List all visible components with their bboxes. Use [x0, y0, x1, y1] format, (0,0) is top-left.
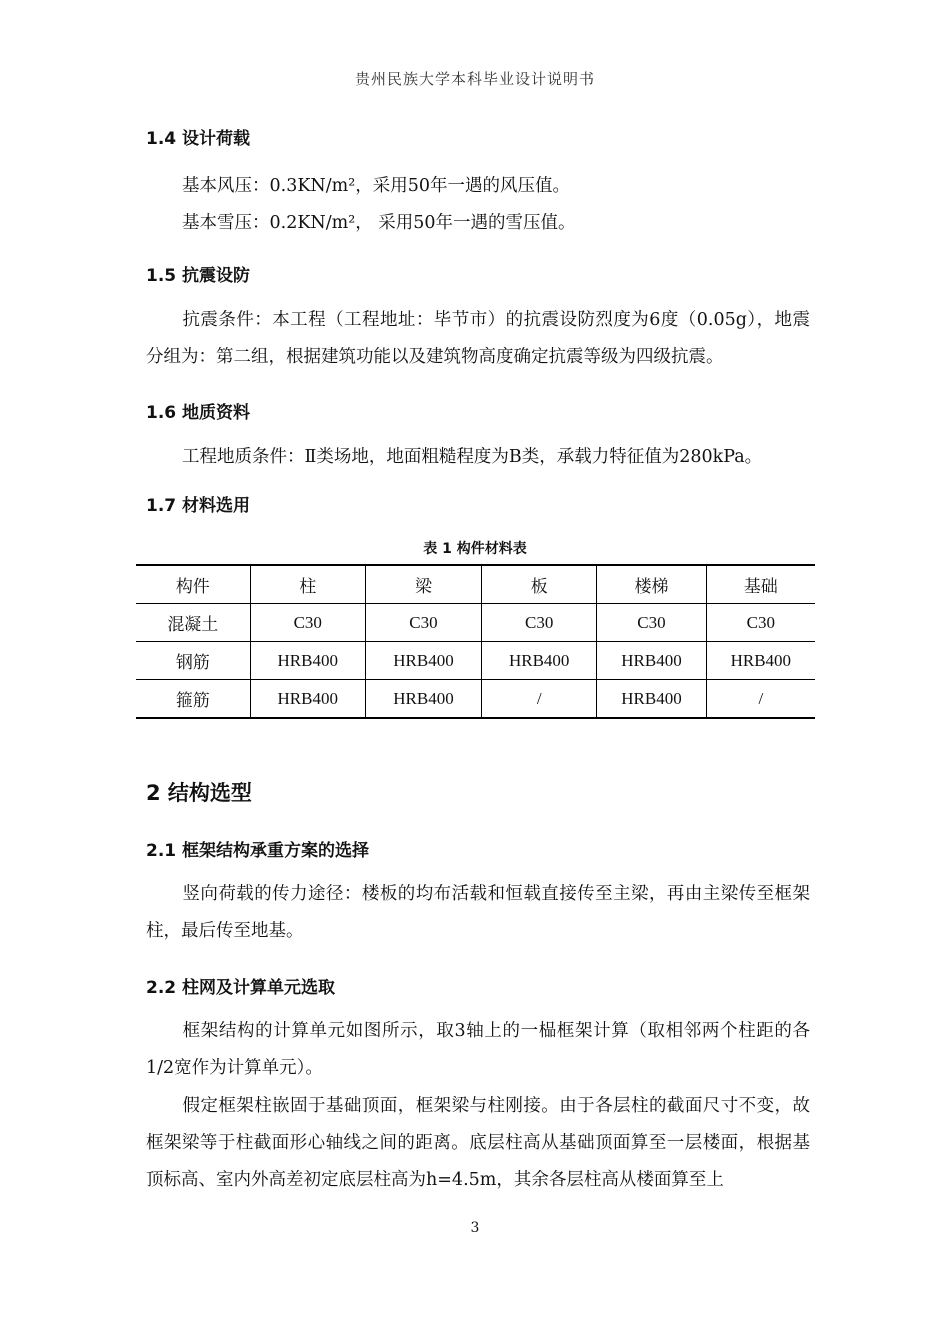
page-header: 贵州民族大学本科毕业设计说明书 — [354, 70, 595, 88]
table-cell: HRB400 — [365, 680, 481, 719]
section-2-2-heading: 2.2 柱网及计算单元选取 — [146, 978, 336, 998]
table-cell: HRB400 — [365, 642, 481, 680]
section-2-1-heading: 2.1 框架结构承重方案的选择 — [146, 841, 370, 861]
table-cell: HRB400 — [250, 680, 365, 719]
table-caption: 表 1 构件材料表 — [423, 541, 527, 557]
calc-unit-paragraph: 框架结构的计算单元如图所示，取3轴上的一榀框架计算（取相邻两个柱距的各1/2宽作为计算单元）。 — [146, 1021, 810, 1078]
table-cell: C30 — [597, 604, 706, 642]
section-1-6-heading: 1.6 地质资料 — [146, 403, 251, 423]
snow-pressure-line: 基本雪压：0.2KN/m²， 采用50年一遇的雪压值。 — [182, 213, 576, 233]
section-1-7-heading: 1.7 材料选用 — [146, 496, 251, 516]
table-row — [136, 604, 815, 642]
table-cell: / — [482, 680, 597, 719]
table-cell: 钢筋 — [136, 642, 250, 680]
load-path-paragraph: 竖向荷载的传力途径：楼板的均布活载和恒载直接传至主梁，再由主梁传至框架柱，最后传至地基。 — [146, 884, 810, 941]
table-cell: C30 — [250, 604, 365, 642]
table-cell: / — [706, 680, 815, 719]
table-cell: 混凝土 — [136, 604, 250, 642]
table-cell: 箍筋 — [136, 680, 250, 719]
table-cell: C30 — [706, 604, 815, 642]
section-1-4-heading: 1.4 设计荷载 — [146, 129, 251, 149]
table-cell: HRB400 — [482, 642, 597, 680]
table-header-row — [136, 565, 815, 604]
table-cell: C30 — [482, 604, 597, 642]
table-header-cell: 楼梯 — [597, 565, 706, 604]
wind-pressure-line: 基本风压：0.3KN/m²，采用50年一遇的风压值。 — [182, 176, 570, 196]
table-header-cell: 梁 — [365, 565, 481, 604]
table-header-cell: 板 — [482, 565, 597, 604]
geology-line: 工程地质条件：Ⅱ类场地，地面粗糙程度为B类，承载力特征值为280kPa。 — [182, 447, 763, 467]
table-header-cell: 构件 — [136, 565, 250, 604]
table-cell: C30 — [365, 604, 481, 642]
material-table — [136, 564, 815, 719]
table-row — [136, 642, 815, 680]
table-cell: HRB400 — [250, 642, 365, 680]
table-cell: HRB400 — [597, 680, 706, 719]
table-cell: HRB400 — [706, 642, 815, 680]
column-height-paragraph: 假定框架柱嵌固于基础顶面，框架梁与柱刚接。由于各层柱的截面尺寸不变，故框架梁等于柱截面形心轴线之间的距离。底层柱高从基础顶面算至一层楼面，根据基顶标高、室内外高差初定底层柱高为h=4.5m，其余各层柱高从楼面算至上 — [146, 1096, 810, 1190]
section-1-5-heading: 1.5 抗震设防 — [146, 266, 251, 286]
table-cell: HRB400 — [597, 642, 706, 680]
seismic-paragraph: 抗震条件：本工程（工程地址：毕节市）的抗震设防烈度为6度（0.05g），地震分组为：第二组，根据建筑功能以及建筑物高度确定抗震等级为四级抗震。 — [146, 310, 810, 367]
table-header-cell: 柱 — [250, 565, 365, 604]
table-header-cell: 基础 — [706, 565, 815, 604]
table-row — [136, 680, 815, 719]
page-number: 3 — [470, 1220, 480, 1236]
chapter-2-heading: 2 结构选型 — [146, 781, 252, 805]
